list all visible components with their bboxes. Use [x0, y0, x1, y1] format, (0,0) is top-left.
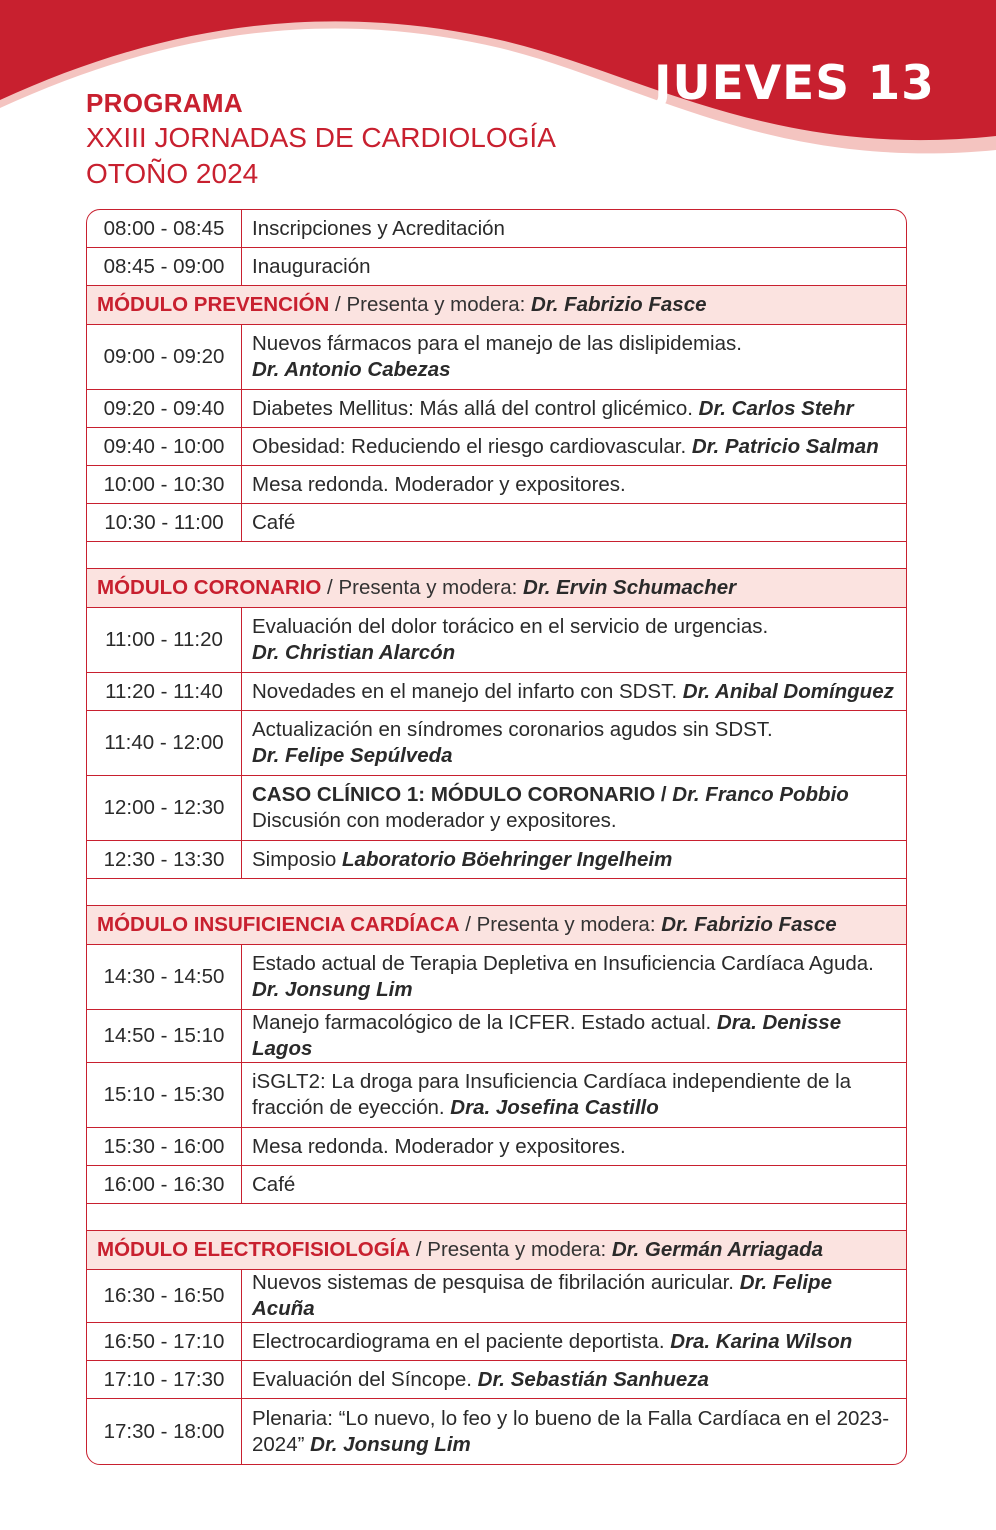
module-header — [87, 286, 906, 325]
session-cell — [242, 841, 906, 879]
speaker-name: Laboratorio Böehringer Ingelheim — [342, 847, 673, 871]
session-title: Manejo farmacológico de la ICFER. Estado actual. — [252, 1011, 717, 1034]
module-host: Dr. Germán Arriagada — [611, 1238, 824, 1261]
session-cell — [242, 1361, 906, 1399]
session-title: Café — [252, 510, 296, 534]
module-header — [87, 906, 906, 945]
spacer-row — [87, 1204, 906, 1231]
speaker-name: Dr. Carlos Stehr — [698, 396, 854, 420]
session-title: Nuevos fármacos para el manejo de las dislipidemias. — [252, 332, 742, 355]
speaker-name: Dr. Patricio Salman — [691, 434, 879, 458]
module-header — [87, 569, 906, 608]
session-title: Evaluación del dolor torácico en el servicio de urgencias. — [252, 615, 769, 638]
session-cell — [242, 945, 906, 1010]
schedule-row — [87, 504, 906, 542]
module-separator: / Presenta y modera: — [459, 913, 662, 936]
session-cell — [242, 466, 906, 504]
module-header-row — [87, 569, 906, 608]
speaker-name: Dr. Felipe Sepúlveda — [252, 744, 453, 767]
session-cell — [242, 1399, 906, 1464]
schedule-row — [87, 428, 906, 466]
time-cell: 17:30 - 18:00 — [87, 1399, 242, 1464]
session-title: Novedades en el manejo del infarto con SDST. — [252, 679, 683, 703]
speaker-name: Dra. Josefina Castillo — [450, 1096, 659, 1119]
session-title: Plenaria: “Lo nuevo, lo feo y lo bueno de la Falla Cardíaca en el 2023- — [252, 1406, 890, 1430]
session-cell — [242, 608, 906, 673]
time-cell: 10:30 - 11:00 — [87, 504, 242, 542]
speaker-name: Dr. Antonio Cabezas — [252, 358, 451, 381]
schedule-row — [87, 945, 906, 1010]
schedule-row — [87, 1323, 906, 1361]
session-title: Obesidad: Reduciendo el riesgo cardiovascular. — [252, 434, 692, 458]
session-title-cont: 2024” — [252, 1432, 311, 1456]
day-title: JUEVES 13 — [654, 56, 935, 111]
schedule-row — [87, 1399, 906, 1464]
module-header-row — [87, 1231, 906, 1270]
session-title: Mesa redonda. Moderador y expositores. — [252, 1134, 626, 1158]
speaker-name: Dr. Jonsung Lim — [310, 1432, 471, 1456]
time-cell: 11:20 - 11:40 — [87, 673, 242, 711]
spacer-cell — [87, 1204, 906, 1231]
time-cell: 12:00 - 12:30 — [87, 776, 242, 841]
schedule-row — [87, 673, 906, 711]
spacer-cell — [87, 879, 906, 906]
session-title: Diabetes Mellitus: Más allá del control glicémico. — [252, 396, 699, 420]
schedule-table — [86, 209, 907, 1465]
event-season: OTOÑO 2024 — [86, 158, 259, 189]
time-cell: 17:10 - 17:30 — [87, 1361, 242, 1399]
session-cell — [242, 673, 906, 711]
time-cell: 09:20 - 09:40 — [87, 390, 242, 428]
schedule-row — [87, 1270, 906, 1323]
module-name: MÓDULO INSUFICIENCIA CARDÍACA — [97, 913, 460, 936]
schedule-row — [87, 325, 906, 390]
session-cell — [242, 1166, 906, 1204]
schedule-row — [87, 841, 906, 879]
time-cell: 08:45 - 09:00 — [87, 248, 242, 286]
speaker-name: Dra. Denisse Lagos — [252, 1011, 842, 1060]
time-cell: 10:00 - 10:30 — [87, 466, 242, 504]
speaker-name: Dr. Franco Pobbio — [666, 783, 849, 806]
schedule-row — [87, 608, 906, 673]
session-title: Evaluación del Síncope. — [252, 1367, 478, 1391]
session-cell — [242, 210, 906, 248]
session-title: Inauguración — [252, 254, 371, 278]
time-cell: 12:30 - 13:30 — [87, 841, 242, 879]
time-cell: 11:00 - 11:20 — [87, 608, 242, 673]
schedule-row — [87, 1361, 906, 1399]
module-name: MÓDULO ELECTROFISIOLOGÍA — [97, 1238, 411, 1261]
session-cell — [242, 248, 906, 286]
schedule-row — [87, 248, 906, 286]
module-name: MÓDULO PREVENCIÓN — [97, 293, 330, 316]
time-cell: 16:00 - 16:30 — [87, 1166, 242, 1204]
time-cell: 15:10 - 15:30 — [87, 1063, 242, 1128]
schedule-row — [87, 711, 906, 776]
session-cell — [242, 390, 906, 428]
module-name: MÓDULO CORONARIO — [97, 576, 322, 599]
session-title: Inscripciones y Acreditación — [252, 216, 505, 240]
session-title: Simposio — [252, 847, 343, 871]
speaker-name: Dr. Sebastián Sanhueza — [477, 1367, 709, 1391]
session-cell — [242, 428, 906, 466]
program-header — [86, 86, 556, 192]
session-cell — [242, 711, 906, 776]
module-host: Dr. Fabrizio Fasce — [531, 293, 707, 316]
session-cell — [242, 504, 906, 542]
schedule-row — [87, 1063, 906, 1128]
module-separator: / Presenta y modera: — [329, 293, 532, 316]
spacer-row — [87, 879, 906, 906]
time-cell: 14:50 - 15:10 — [87, 1010, 242, 1063]
program-label: PROGRAMA — [86, 88, 243, 118]
time-cell: 09:00 - 09:20 — [87, 325, 242, 390]
module-separator: / Presenta y modera: — [321, 576, 524, 599]
speaker-name: Dr. Jonsung Lim — [252, 978, 413, 1001]
module-header-row — [87, 906, 906, 945]
session-cell — [242, 1128, 906, 1166]
session-title: Nuevos sistemas de pesquisa de fibrilación auricular. — [252, 1271, 740, 1294]
time-cell: 16:30 - 16:50 — [87, 1270, 242, 1323]
speaker-name: Dr. Felipe Acuña — [252, 1271, 832, 1320]
schedule-row — [87, 1010, 906, 1063]
time-cell: 15:30 - 16:00 — [87, 1128, 242, 1166]
schedule-row — [87, 210, 906, 248]
session-title-cont: Discusión con moderador y expositores. — [252, 809, 617, 832]
schedule-row — [87, 390, 906, 428]
session-cell — [242, 1010, 906, 1063]
speaker-name: Dr. Anibal Domínguez — [682, 679, 894, 703]
event-name: XXIII JORNADAS DE CARDIOLOGÍA — [86, 122, 556, 153]
module-header-row — [87, 286, 906, 325]
schedule-row — [87, 466, 906, 504]
session-cell — [242, 325, 906, 390]
time-cell: 08:00 - 08:45 — [87, 210, 242, 248]
session-title: Café — [252, 1172, 296, 1196]
session-title: Electrocardiograma en el paciente deportista. — [252, 1329, 671, 1353]
time-cell: 11:40 - 12:00 — [87, 711, 242, 776]
spacer-row — [87, 542, 906, 569]
spacer-cell — [87, 542, 906, 569]
module-header — [87, 1231, 906, 1270]
speaker-name: Dr. Christian Alarcón — [252, 641, 456, 664]
session-title-cont: fracción de eyección. — [252, 1096, 451, 1119]
session-cell — [242, 1323, 906, 1361]
session-title: Actualización en síndromes coronarios agudos sin SDST. — [252, 718, 773, 741]
time-cell: 14:30 - 14:50 — [87, 945, 242, 1010]
session-cell — [242, 1063, 906, 1128]
module-host: Dr. Ervin Schumacher — [523, 576, 737, 599]
schedule-row — [87, 776, 906, 841]
time-cell: 16:50 - 17:10 — [87, 1323, 242, 1361]
module-host: Dr. Fabrizio Fasce — [661, 913, 837, 936]
case-title: CASO CLÍNICO 1: MÓDULO CORONARIO / — [252, 783, 667, 806]
session-title: Estado actual de Terapia Depletiva en Insuficiencia Cardíaca Aguda. — [252, 952, 874, 975]
session-title: iSGLT2: La droga para Insuficiencia Cardíaca independiente de la — [252, 1070, 852, 1093]
session-title: Mesa redonda. Moderador y expositores. — [252, 472, 626, 496]
schedule-row — [87, 1128, 906, 1166]
module-separator: / Presenta y modera: — [410, 1238, 612, 1261]
session-cell — [242, 776, 906, 841]
session-cell — [242, 1270, 906, 1323]
speaker-name: Dra. Karina Wilson — [670, 1329, 853, 1353]
schedule-row — [87, 1166, 906, 1204]
time-cell: 09:40 - 10:00 — [87, 428, 242, 466]
